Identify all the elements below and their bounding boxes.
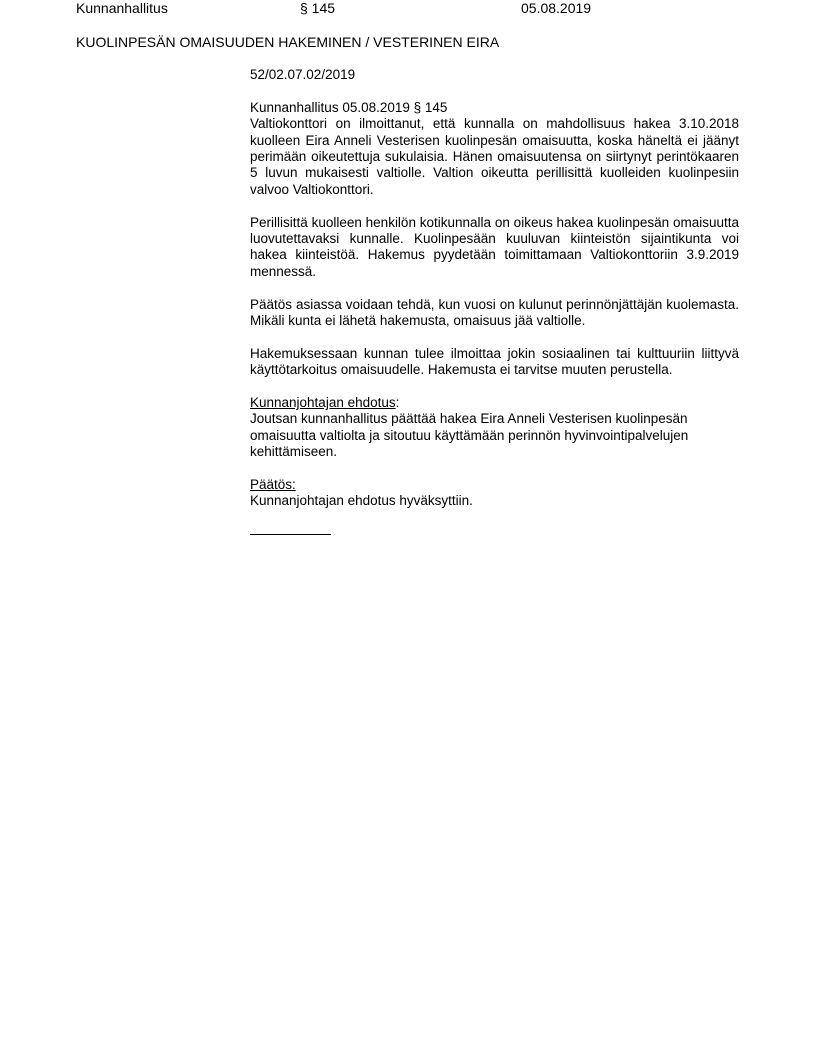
meeting-reference: Kunnanhallitus 05.08.2019 § 145 (250, 99, 448, 115)
decision-text: Kunnanjohtajan ehdotus hyväksyttiin. (250, 493, 473, 509)
header-organ: Kunnanhallitus (76, 0, 168, 16)
document-body (250, 67, 739, 535)
paragraph-1: Valtiokonttori on ilmoittanut, että kunnalla on mahdollisuus hakea 3.10.2018 kuolleen Eira Anneli Vesterisen kuolinpesän omaisuutta, koska häneltä ei jäänyt perimään oikeutettuja sukulaisia. Hänen omaisuutensa on siirtynyt perintökaaren 5 luvun mukaisesti valtiolle. Valtion oikeutta perillisittä kuolleiden kuolinpesiin valvoo Valtiokonttori. (250, 116, 739, 197)
proposal-line-2: omaisuutta valtiolta ja sitoutuu käyttämään perinnön hyvinvointipalvelujen (250, 427, 689, 443)
header-section-number: § 145 (300, 0, 336, 16)
paragraph-2: Perillisittä kuolleen henkilön kotikunnalla on oikeus hakea kuolinpesän omaisuutta luovutettavaksi kunnalle. Kuolinpesään kuuluvan kiinteistön sijaintikunta voi hakea kiinteistöä. Hakemus pyydetään toimittamaan Valtiokonttoriin 3.9.2019 mennessä. (250, 214, 739, 279)
proposal-heading: Kunnanjohtajan ehdotus (250, 395, 396, 411)
proposal-line-1: Joutsan kunnanhallitus päättää hakea Eira Anneli Vesterisen kuolinpesän (250, 411, 688, 427)
paragraph-4: Hakemuksessaan kunnan tulee ilmoittaa jokin sosiaalinen tai kulttuuriin liittyvä käyttötarkoitus omaisuudelle. Hakemusta ei tarvitse muuten perustella. (250, 345, 739, 378)
proposal-heading-line (250, 395, 739, 411)
header-date: 05.08.2019 (521, 0, 592, 16)
proposal-line-3: kehittämiseen. (250, 444, 338, 460)
paragraph-3: Päätös asiassa voidaan tehdä, kun vuosi on kulunut perinnönjättäjän kuolemasta. Mikäli kunta ei lähetä hakemusta, omaisuus jää valtiolle. (250, 296, 739, 329)
document-title: KUOLINPESÄN OMAISUUDEN HAKEMINEN / VESTERINEN EIRA (76, 34, 500, 50)
proposal-heading-colon: : (395, 395, 400, 411)
decision-heading: Päätös: (250, 477, 296, 493)
closing-separator-line (250, 526, 331, 535)
record-number: 52/02.07.02/2019 (250, 67, 356, 82)
